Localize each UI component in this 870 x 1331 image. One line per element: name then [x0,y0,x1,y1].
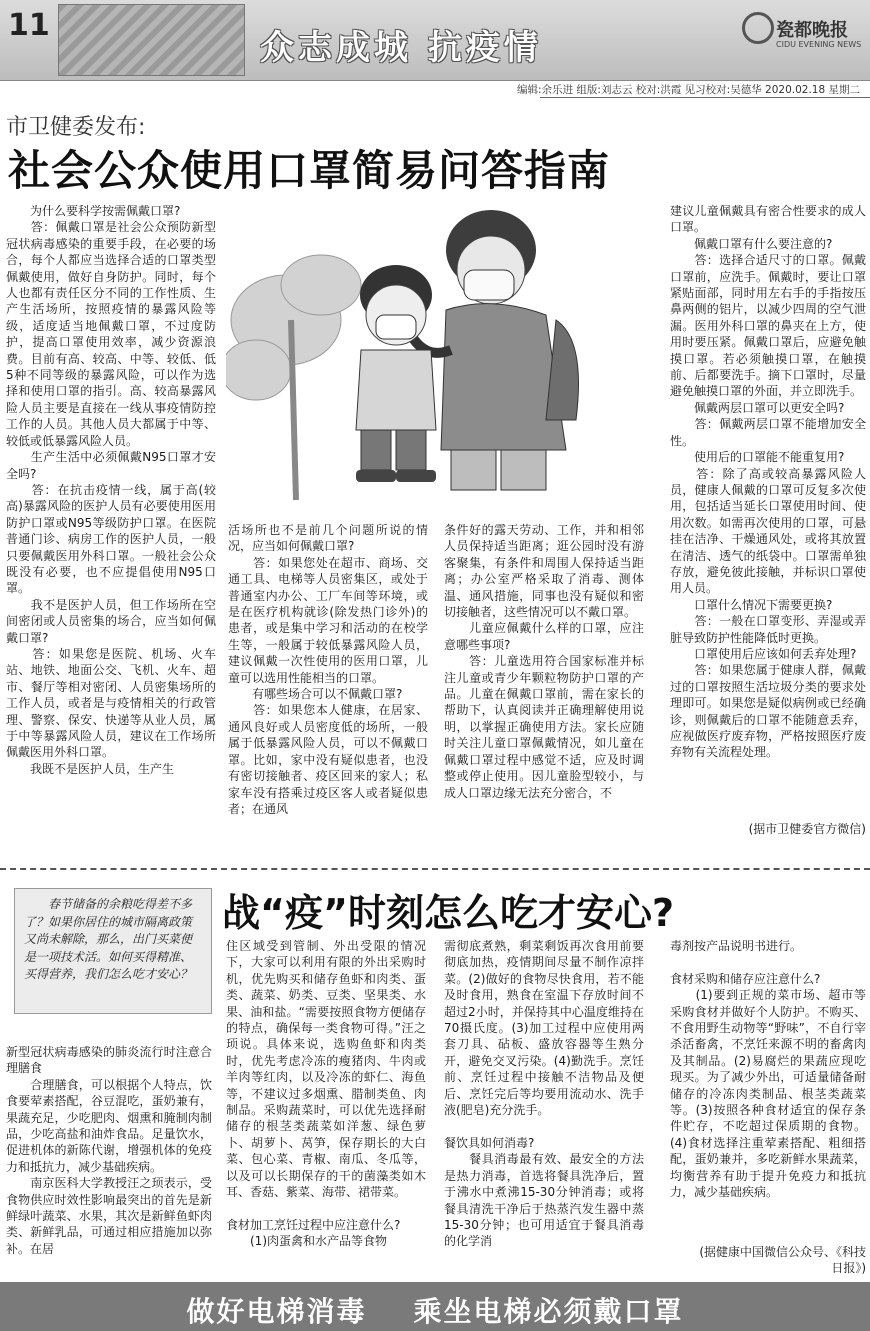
footer-banner-text: 做好电梯消毒 乘坐电梯必须戴口罩 [186,1295,684,1328]
article1-headline: 社会公众使用口罩简易问答指南 [8,146,611,195]
article2-column-1: 新型冠状病毒感染的肺炎流行时注意合理膳食 合理膳食，可以根据个人特点，饮食要荤素搭配，谷豆混吃，蛋奶兼有，果蔬充足，少吃肥肉、烟熏和腌制肉制品，少吃高盐和油炸食品。足量饮水，促进机体的新陈代谢，增强机体的免疫力和抵抗力，减少基础疾病。 南京医科大学教授汪之顼表示，受食物供应时效性影响最突出的首先是新鲜绿叶蔬菜、水果，其次是新鲜鱼虾肉类、新鲜乳品，可通过相应措施加以弥补。在居 [6,1045,212,1256]
paper-name: 瓷都晚报 [776,20,848,41]
paper-name-en: CIDU EVENING NEWS [776,40,862,49]
intro-text: 春节储备的余粮吃得差不多了？如果你居住的城市隔离政策又尚未解除，那么，出门买菜便是一项技术活。如何买得精准、买得营养，我们怎么吃才安心？ [24,897,193,981]
page-number: 11 [8,8,50,43]
article1-column-1: 为什么要科学按需佩戴口罩? 答：佩戴口罩是社会公众预防新型冠状病毒感染的重要手段，在必要的场合，每个人都应当选择合适的口罩类型佩戴使用，做好自身防护。同时，每个人也都有责任区分不同的工作性质、生产生活场所，按照疫情的暴露风险等级，适度适当地佩戴口罩，不过度防护，提高口罩使用效率，减少资源浪费。目前有高、较高、中等、较低、低5种不同等级的暴露风险，可以作为选择和使用口罩的指引。高、较高暴露风险人员主要是直接在一线从事疫情防控工作的人员。其他人员大都属于中等、较低或低暴露风险人员。 生产生活中必须佩戴N95口罩才安全吗? 答：在抗击疫情一线，属于高(较高)暴露风险的医护人员有必要使用医用防护口罩或N95等级防护口罩。在医院普通门诊、病房工作的医护人员，一般只要佩戴医用外科口罩。一般社会公众既没有必要，也不应提倡使用N95口罩。 我不是医护人员，但工作场所在空间密闭或人员密集的场合，应当如何佩戴口罩? 答：如果您是医院、机场、火车站、地铁、地面公交、飞机、火车、超市、餐厅等相对密闭、人员密集场所的工作人员，或者是与疫情相关的行政管理、警察、保安、快递等从业人员，属于中等暴露风险人员，建议在工作场所佩戴医用外科口罩。 我既不是医护人员，生产生 [6,204,216,776]
divider [540,97,870,98]
article2-column-4: 毒剂按产品说明书进行。 食材采购和储存应注意什么? (1)要到正规的菜市场、超市等采购食材并做好个人防护。不购买、不食用野生动物等“野味”，不自行宰杀活畜禽，不烹饪来源不明的畜禽肉及其制品。(2)易腐烂的果蔬应现吃现买。为了减少外出，可适量储备耐储存的冷冻肉类制品、根茎类蔬菜等。(3)按照各种食材适宜的保存条件贮存，不吃超过保质期的食物。(4)食材选择注重荤素搭配、粗细搭配，蛋奶兼并，多吃新鲜水果蔬菜，均衡营养有助于提升免疫力和抵抗力，减少基础疾病。 [670,939,866,1200]
article2-column-2: 住区域受到管制、外出受限的情况下，大家可以利用有限的外出采购时机，优先购买和储存鱼虾和肉类、蛋类、蔬菜、奶类、豆类、坚果类、水果、油和盐。“需要按照食物方便储存的特点，确保每一类食物可得。”汪之顼说。具体来说，选购鱼虾和肉类时，优先考虑冷冻的瘦猪肉、牛肉或羊肉等红肉，以及冷冻的虾仁、海鱼等，不建议过多烟熏、腊制类鱼、肉制品。采购蔬菜时，可以优先选择耐储存的根茎类蔬菜如洋葱、绿色萝卜、胡萝卜、莴笋，保存期长的大白菜、包心菜、青椒、南瓜、冬瓜等，以及可以长期保存的干的菌藻类如木耳、香菇、紫菜、海带、裙带菜。 食材加工烹饪过程中应注意什么? (1)肉蛋禽和水产品等食物 [226,939,426,1249]
masthead-photo [58,4,245,76]
article1-credit: (据市卫健委官方微信) [748,822,866,836]
article1-source: 市卫健委发布: [6,115,146,140]
article1-column-4: 建议儿童佩戴具有密合性要求的成人口罩。 佩戴口罩有什么要注意的? 答：选择合适尺寸的口罩。佩戴口罩前，应洗手。佩戴时，要让口罩紧贴面部，同时用左右手的手指按压鼻两侧的铝片，以减少四周的空气泄漏。医用外科口罩的鼻夹在上方，使用时要压紧。佩戴口罩后，应避免触摸口罩。若必须触摸口罩，在触摸前、后都要洗手。摘下口罩时，尽量避免触摸口罩的外面，并立即洗手。 佩戴两层口罩可以更安全吗? 答：佩戴两层口罩不能增加安全性。 使用后的口罩能不能重复用? 答：除了高或较高暴露风险人员，健康人佩戴的口罩可反复多次使用，包括适当延长口罩使用时间、使用次数。如需再次使用的口罩，可悬挂在洁净、干燥通风处，或将其放置在清洁、透气的纸袋中。口罩需单独存放，避免彼此接触，并标识口罩使用人员。 口罩什么情况下需要更换? 答：一般在口罩变形、弄湿或弄脏导致防护性能降低时更换。 口罩使用后应该如何丢弃处理? 答：如果您属于健康人群，佩戴过的口罩按照生活垃圾分类的要求处理即可。如果您是疑似病例或已经确诊，则佩戴后的口罩不能随意丢弃，应视做医疗废弃物，严格按照医疗废弃物有关流程处理。 [670,204,866,760]
mask-illustration [226,200,666,510]
article2-credit: (据健康中国微信公众号、《科技日报》) [699,1245,866,1275]
article2-column-3: 需彻底煮熟，剩菜剩饭再次食用前要彻底加热，疫情期间尽量不制作凉拌菜。(2)做好的食物尽快食用，若不能及时食用，熟食在室温下存放时间不超过2小时，并保持其中心温度维持在70摄氏度。(3)加工过程中应使用两套刀具、砧板、盛放容器等生熟分开，避免交叉污染。(4)勤洗手。烹饪前、烹饪过程中接触不洁物品及便后、烹饪完后等均要用流动水、洗手液(肥皂)充分洗手。 餐饮具如何消毒? 餐具消毒最有效、最安全的方法是热力消毒，首选将餐具洗净后，置于沸水中煮沸15-30分钟消毒；或将餐具清洗干净后于热蒸汽发生器中蒸15-30分钟；也可用适宜于餐具消毒的化学消 [444,939,644,1249]
column-title: 众志成城 抗疫情 [260,28,542,68]
article2-headline: 战“疫”时刻怎么吃才安心? [222,891,674,935]
editor-credits: 编辑:余乐进 组版:刘志云 校对:洪霞 见习校对:吴德华 2020.02.18 星期二 [517,84,860,96]
paper-logo-icon [742,12,774,44]
section-divider [0,868,870,870]
article1-column-3: 条件好的露天劳动、工作，并和相邻人员保持适当距离；逛公园时没有游客聚集，有条件和周围人保持适当距离；办公室严格采取了消毒、测体温、通风措施，同事也没有疑似和密切接触者，这些情况可以不戴口罩。 儿童应佩戴什么样的口罩，应注意哪些事项? 答：儿童选用符合国家标准并标注儿童或青少年颗粒物防护口罩的产品。儿童在佩戴口罩前，需在家长的帮助下，认真阅读并正确理解使用说明，以掌握正确使用方法。家长应随时关注儿童口罩佩戴情况，如儿童在佩戴口罩过程中感觉不适，应及时调整或停止使用。因儿童脸型较小，与成人口罩边缘无法充分密合，不 [444,523,644,800]
article1-column-2: 活场所也不是前几个问题所说的情况，应当如何佩戴口罩? 答：如果您处在超市、商场、交通工具、电梯等人员密集区，或处于普通室内办公、工厂车间等环境，或是在医疗机构就诊(除发热门诊外)的患者，或是集中学习和活动的在校学生等，一般属于较低暴露风险人员，建议佩戴一次性使用的医用口罩，儿童可以选用性能相当的口罩。 有哪些场合可以不佩戴口罩? 答：如果您本人健康，在居家、通风良好或人员密度低的场所，一般属于低暴露风险人员，可以不佩戴口罩。比如，家中没有疑似患者，也没有密切接触者、疫区回来的家人；私家车没有搭乘过疫区客人或者疑似患者；在通风 [228,523,428,816]
